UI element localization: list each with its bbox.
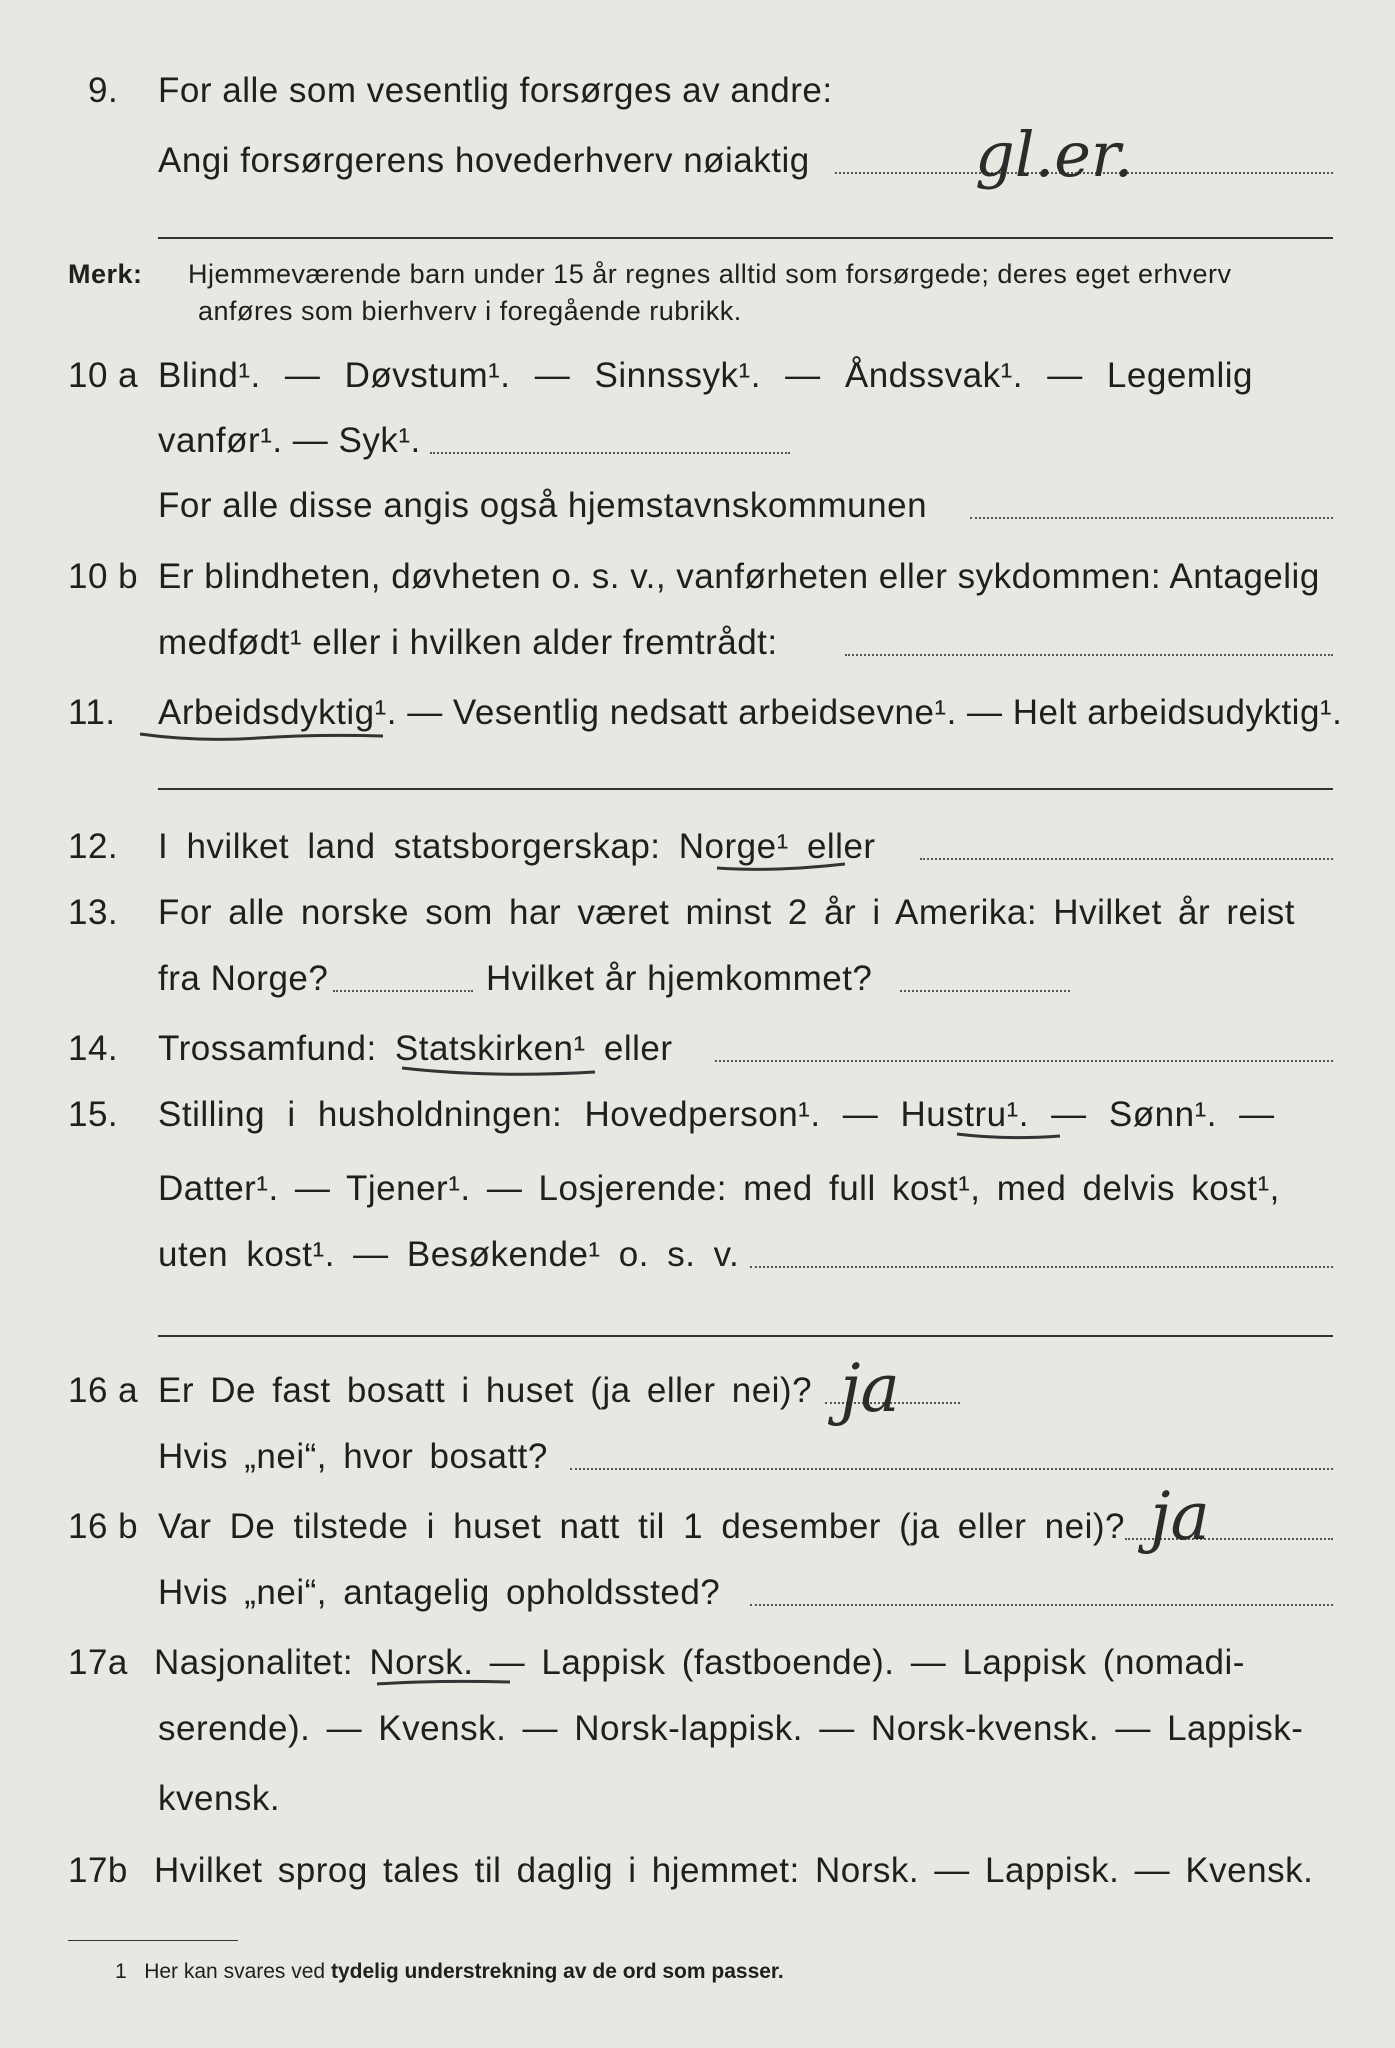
q10a-answer-line[interactable]: [430, 452, 790, 454]
q17a-handwritten-underline: [375, 1674, 515, 1694]
q11-separator-line: [158, 788, 1333, 790]
q13-number: 13.: [68, 893, 119, 932]
q10a-hjemstavn-line[interactable]: [970, 517, 1333, 519]
q13-reist-answer-line[interactable]: [333, 990, 473, 992]
q15-line3: uten kost¹. — Besøkende¹ o. s. v.: [158, 1235, 740, 1274]
q16a-number: 16 a: [68, 1371, 139, 1410]
merk-text-line2: anføres som bierhverv i foregående rubrikk.: [198, 296, 742, 326]
q12-answer-line[interactable]: [920, 858, 1333, 860]
q14-handwritten-underline: [400, 1062, 600, 1082]
q15-handwritten-underline: [955, 1126, 1065, 1146]
q9-question-line1: For alle som vesentlig forsørges av andre:: [158, 71, 833, 110]
q10a-number: 10 a: [68, 356, 139, 395]
q16b-opholdssted-line[interactable]: [750, 1604, 1333, 1606]
q11-number: 11.: [68, 693, 116, 732]
q15-answer-line[interactable]: [750, 1266, 1333, 1268]
merk-label: Merk:: [68, 259, 143, 289]
q16a-bosatt-line[interactable]: [570, 1468, 1333, 1470]
q17b-number: 17b: [68, 1851, 128, 1890]
q15-separator-line: [158, 1335, 1333, 1337]
q12-handwritten-underline: [715, 858, 855, 878]
q15-line1: Stilling i husholdningen: Hovedperson¹. — Hustru¹. — Sønn¹. —: [158, 1095, 1275, 1134]
q9-number: 9.: [88, 71, 119, 110]
q9-question-line2: Angi forsørgerens hovederhverv nøiaktig: [158, 141, 810, 180]
q13-line2b: Hvilket år hjemkommet?: [486, 959, 873, 998]
merk-text-line1: Hjemmeværende barn under 15 år regnes alltid som forsørgede; deres eget erhverv: [188, 259, 1232, 289]
footnote-text: Her kan svares ved: [144, 1960, 326, 1983]
q16b-number: 16 b: [68, 1507, 139, 1546]
q10b-line1: Er blindheten, døvheten o. s. v., vanførheten eller sykdommen: Antagelig: [158, 557, 1320, 596]
q16b-handwritten-answer: ja: [1150, 1478, 1210, 1555]
q17a-number: 17a: [68, 1643, 128, 1682]
q16a-handwritten-answer: ja: [840, 1350, 900, 1427]
q10b-number: 10 b: [68, 557, 139, 596]
q17b-text: Hvilket sprog tales til daglig i hjemmet: Norsk. — Lappisk. — Kvensk.: [154, 1851, 1314, 1890]
q9-answer-line-2: [158, 237, 1333, 239]
q10b-line2: medfødt¹ eller i hvilken alder fremtrådt:: [158, 623, 778, 662]
q10a-line1: Blind¹. — Døvstum¹. — Sinnssyk¹. — Åndssvak¹. — Legemlig: [158, 356, 1253, 395]
q16b-line2: Hvis „nei“, antagelig opholdssted?: [158, 1573, 721, 1612]
q14-number: 14.: [68, 1029, 119, 1068]
q16b-line1: Var De tilstede i huset natt til 1 desember (ja eller nei)?: [158, 1507, 1125, 1546]
q11-handwritten-underline: [138, 726, 388, 746]
q13-line1: For alle norske som har været minst 2 år i Amerika: Hvilket år reist: [158, 893, 1296, 932]
q16a-line2: Hvis „nei“, hvor bosatt?: [158, 1437, 548, 1476]
q9-handwritten-answer: gl.er.: [975, 118, 1134, 191]
footnote-mark: 1: [115, 1960, 127, 1983]
q17a-line2: serende). — Kvensk. — Norsk-lappisk. — Norsk-kvensk. — Lappisk-: [158, 1709, 1304, 1748]
q12-number: 12.: [68, 827, 119, 866]
q11-text: Arbeidsdyktig¹. — Vesentlig nedsatt arbeidsevne¹. — Helt arbeidsudyktig¹.: [158, 693, 1343, 732]
q14-answer-line[interactable]: [715, 1060, 1333, 1062]
q15-number: 15.: [68, 1095, 119, 1134]
q10a-line2: vanfør¹. — Syk¹.: [158, 421, 421, 460]
q14-text: Trossamfund: Statskirken¹ eller: [158, 1029, 673, 1068]
q13-line2a: fra Norge?: [158, 959, 329, 998]
q17a-line3: kvensk.: [158, 1779, 281, 1818]
footnote-bold-text: tydelig understrekning av de ord som passer.: [330, 1960, 784, 1983]
q12-text: I hvilket land statsborgerskap: Norge¹ eller: [158, 827, 876, 866]
q17a-line1: Nasjonalitet: Norsk. — Lappisk (fastboende). — Lappisk (nomadi-: [154, 1643, 1245, 1682]
footnote: [115, 1958, 784, 1986]
q16a-line1: Er De fast bosatt i huset (ja eller nei)?: [158, 1371, 813, 1410]
q10b-answer-line[interactable]: [845, 654, 1333, 656]
q15-line2: Datter¹. — Tjener¹. — Losjerende: med full kost¹, med delvis kost¹,: [158, 1169, 1280, 1208]
footnote-rule: [68, 1940, 238, 1941]
q10a-line3: For alle disse angis også hjemstavnskommunen: [158, 486, 928, 525]
q13-hjemkommet-answer-line[interactable]: [900, 990, 1070, 992]
